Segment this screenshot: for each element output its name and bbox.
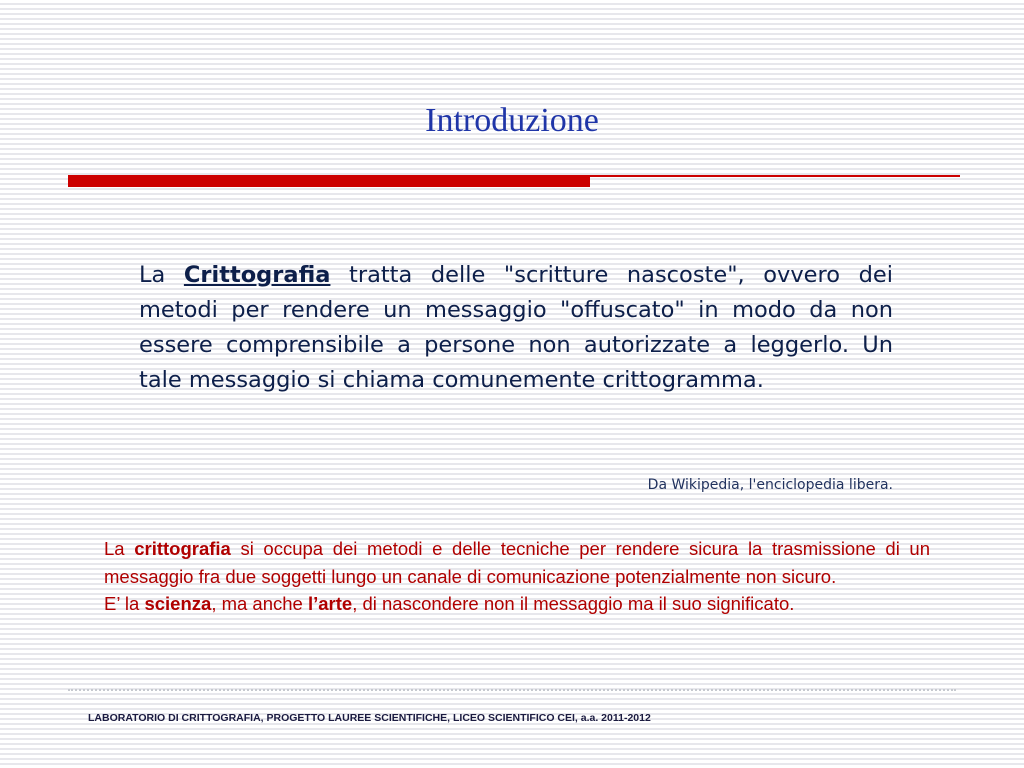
source-attribution: Da Wikipedia, l'enciclopedia libera. — [647, 477, 893, 493]
footer-divider — [68, 689, 956, 691]
footer-text: LABORATORIO DI CRITTOGRAFIA, PROGETTO LAUREE SCIENTIFICHE, LICEO SCIENTIFICO CEI, a.a. 2011-2012 — [88, 712, 651, 724]
definition-quote — [139, 258, 893, 398]
explanation-block — [104, 535, 930, 618]
explanation-paragraph-2 — [104, 590, 930, 618]
definition-text: tratta delle "scritture nascoste", ovvero dei metodi per rendere un messaggio "offuscato" in modo da non essere comprensibile a persone non autorizzate a leggerlo. Un tale messaggio si chiama comunemente crittogramma. — [139, 262, 893, 393]
term-crittografia: crittografia — [134, 538, 231, 559]
title-divider — [68, 175, 960, 187]
explanation-prefix-2: E’ la — [104, 593, 145, 614]
explanation-text-2: , di nascondere non il messaggio ma il suo significato. — [352, 593, 795, 614]
title-divider-bar — [68, 175, 590, 187]
explanation-middle: , ma anche — [211, 593, 308, 614]
term-arte: l’arte — [307, 593, 353, 614]
explanation-paragraph-1 — [104, 535, 930, 590]
explanation-text: si occupa dei metodi e delle tecniche per rendere sicura la trasmissione di un messaggio fra due soggetti lungo un canale di comunicazione potenzialmente non sicuro. — [104, 538, 930, 587]
explanation-prefix: La — [104, 538, 135, 559]
slide-title: Introduzione — [425, 102, 599, 139]
crittografia-link[interactable]: Crittografia — [183, 262, 331, 288]
term-scienza: scienza — [144, 593, 212, 614]
definition-prefix: La — [139, 262, 184, 288]
